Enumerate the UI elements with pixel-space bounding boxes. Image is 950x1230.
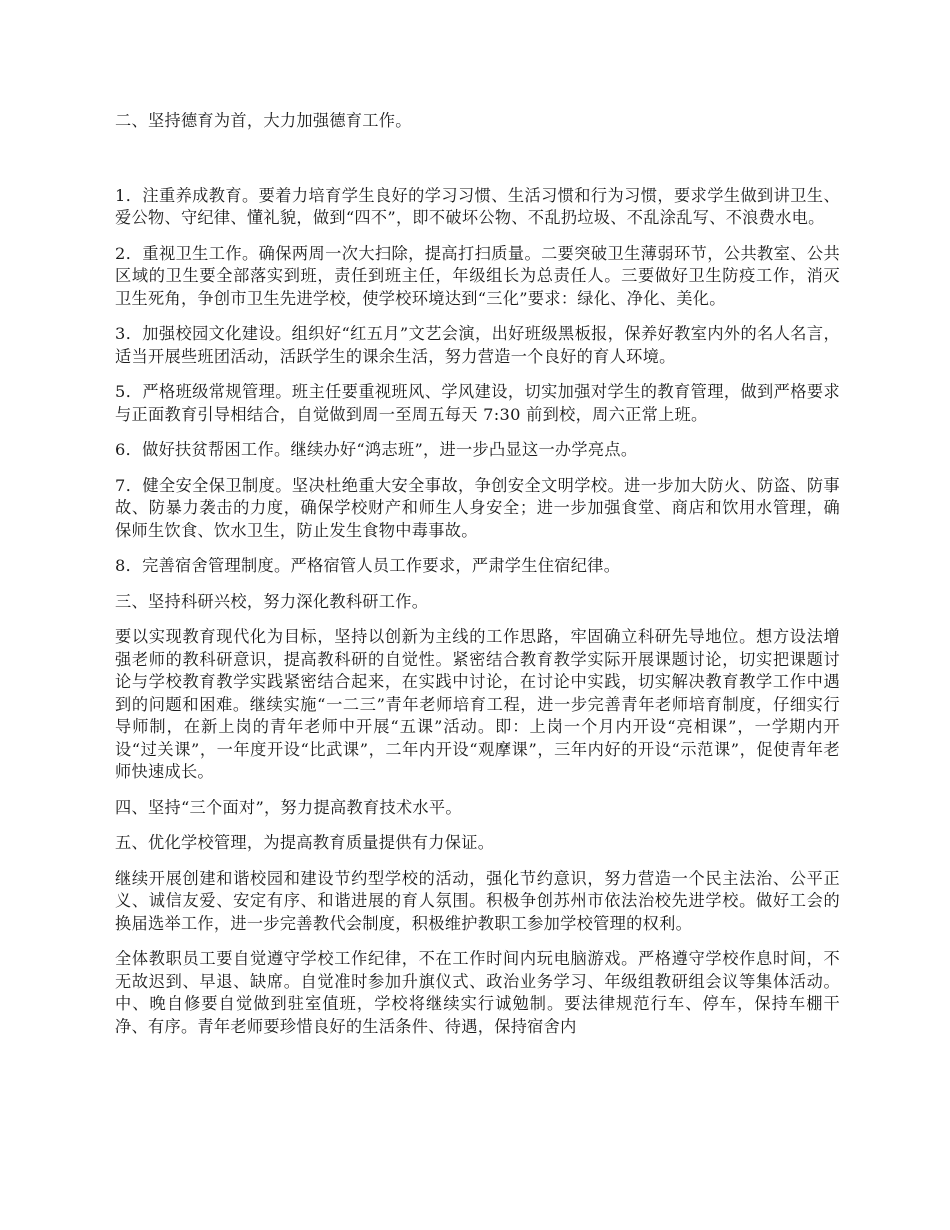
paragraph-research: 要以实现教育现代化为目标，坚持以创新为主线的工作思路，牢固确立科研先导地位。想方设法增强老师的教科研意识，提高教科研的自觉性。紧密结合教育教学实际开展课题讨论，切实把课题讨论与学校教育教学实践紧密结合起来，在实践中讨论，在讨论中实践，切实解决教育教学工作中遇到的问题和困难。继续实施“一二三”青年老师培育工程，进一步完善青年老师培育制度，仔细实行导师制，在新上岗的青年老师中开展“五课”活动。即：上岗一个月内开设“亮相课”，一学期内开设“过关课”，一年度开设“比武课”，二年内开设“观摩课”，三年内好的开设“示范课”，促使青年老师快速成长。 xyxy=(115,627,840,781)
paragraph-item-1: 1．注重养成教育。要着力培育学生良好的学习习惯、生活习惯和行为习惯，要求学生做到讲卫生、爱公物、守纪律、懂礼貌，做到“四不”，即不破坏公物、不乱扔垃圾、不乱涂乱写、不浪费水电。 xyxy=(115,185,840,227)
paragraph-item-5: 5．严格班级常规管理。班主任要重视班风、学风建设，切实加强对学生的教育管理，做到严格要求与正面教育引导相结合，自觉做到周一至周五每天 7:30 前到校，周六正常上班。 xyxy=(115,382,840,424)
paragraph-item-7: 7．健全安全保卫制度。坚决杜绝重大安全事故，争创安全文明学校。进一步加大防火、防盗、防事故、防暴力袭击的力度，确保学校财产和师生人身安全；进一步加强食堂、商店和饮用水管理，确保师生饮食、饮水卫生，防止发生食物中毒事故。 xyxy=(115,475,840,540)
section-heading-3: 三、坚持科研兴校，努力深化教科研工作。 xyxy=(115,591,429,611)
document-body xyxy=(115,110,840,1051)
paragraph-item-3: 3．加强校园文化建设。组织好“红五月”文艺会演，出好班级黑板报，保养好教室内外的名人名言，适当开展些班团活动，活跃学生的课余生活，努力营造一个良好的育人环境。 xyxy=(115,324,840,366)
paragraph-item-2: 2．重视卫生工作。确保两周一次大扫除，提高打扫质量。二要突破卫生薄弱环节，公共教室、公共区域的卫生要全部落实到班，责任到班主任，年级组长为总责任人。三要做好卫生防疫工作，消灭卫生死角，争创市卫生先进学校，使学校环境达到“三化”要求：绿化、净化、美化。 xyxy=(115,243,840,308)
section-heading-5: 五、优化学校管理，为提高教育质量提供有力保证。 xyxy=(115,833,495,852)
paragraph-item-6: 6．做好扶贫帮困工作。继续办好“鸿志班”，进一步凸显这一办学亮点。 xyxy=(115,440,638,459)
section-heading-4: 四、坚持“三个面对”，努力提高教育技术水平。 xyxy=(115,797,462,817)
paragraph-management: 继续开展创建和谐校园和建设节约型学校的活动，强化节约意识，努力营造一个民主法治、公平正义、诚信友爱、安定有序、和谐进展的育人氛围。积极争创苏州市依法治校先进学校。做好工会的换届选举工作，进一步完善教代会制度，积极维护教职工参加学校管理的权利。 xyxy=(115,868,840,933)
section-heading-2: 二、坚持德育为首，大力加强德育工作。 xyxy=(115,111,412,130)
paragraph-discipline: 全体教职员工要自觉遵守学校工作纪律，不在工作时间内玩电脑游戏。严格遵守学校作息时间，不无故迟到、早退、缺席。自觉准时参加升旗仪式、政治业务学习、年级组教研组会议等集体活动。中、晚自修要自觉做到驻室值班，学校将继续实行诚勉制。要法律规范行车、停车，保持车棚干净、有序。青年老师要珍惜良好的生活条件、待遇，保持宿舍内 xyxy=(115,949,840,1036)
paragraph-item-8: 8．完善宿舍管理制度。严格宿管人员工作要求，严肃学生住宿纪律。 xyxy=(115,556,621,575)
